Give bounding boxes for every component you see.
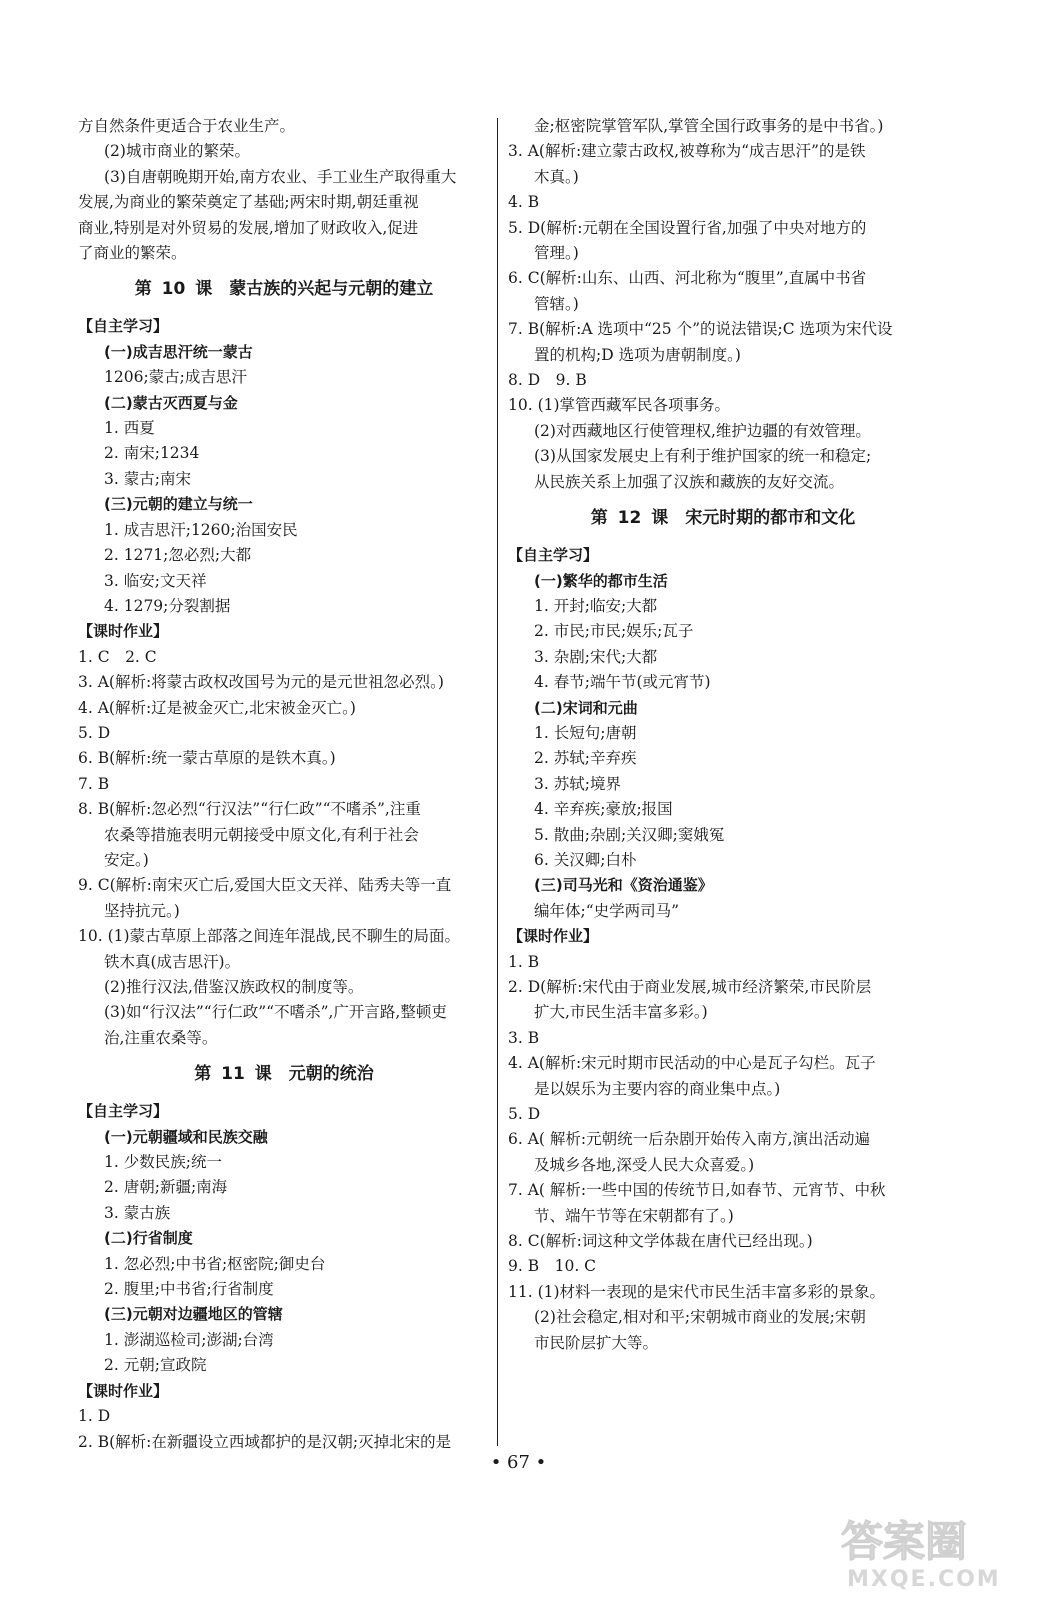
section-heading: 【课时作业】 xyxy=(508,927,599,946)
column-divider xyxy=(497,118,498,1446)
answer-line: 5. 散曲;杂剧;关汉卿;窦娥冤 xyxy=(534,825,725,844)
answer-line: 2. 市民;市民;娱乐;瓦子 xyxy=(534,622,694,641)
answer-line: 发展,为商业的繁荣奠定了基础;两宋时期,朝廷重视 xyxy=(78,193,419,212)
answer-line: 了商业的繁荣。 xyxy=(78,244,187,263)
answer-line: (2)社会稳定,相对和平;宋朝城市商业的发展;宋朝 xyxy=(534,1308,866,1327)
answer-line: 3. 杂剧;宋代;大都 xyxy=(534,647,658,666)
subsection-heading: (三)司马光和《资治通鉴》 xyxy=(534,876,713,895)
watermark-logo xyxy=(833,1512,1023,1592)
subsection-heading: (一)成吉思汗统一蒙古 xyxy=(104,342,253,361)
answer-line: 管辖。) xyxy=(534,294,579,313)
answer-line: 9. B 10. C xyxy=(508,1257,597,1276)
answer-line: 木真。) xyxy=(534,167,579,186)
subsection-heading: (三)元朝对边疆地区的管辖 xyxy=(104,1305,283,1324)
answer-line: 市民阶层扩大等。 xyxy=(534,1333,659,1352)
answer-line: 2. B(解析:在新疆设立西域都护的是汉朝;灭掉北宋的是 xyxy=(78,1432,452,1451)
section-heading: 【课时作业】 xyxy=(78,1381,169,1400)
answer-line: 2. D(解析:宋代由于商业发展,城市经济繁荣,市民阶层 xyxy=(508,978,872,996)
answer-line: 1. 西夏 xyxy=(104,419,155,438)
answer-line: 2. 1271;忽必烈;大都 xyxy=(104,546,252,565)
answer-line: 10. (1)蒙古草原上部落之间连年混战,民不聊生的局面。 xyxy=(78,927,460,946)
answer-line: (3)自唐朝晚期开始,南方农业、手工业生产取得重大 xyxy=(104,167,457,186)
section-heading: 【自主学习】 xyxy=(78,1102,169,1121)
answer-line: 1. 澎湖巡检司;澎湖;台湾 xyxy=(104,1330,274,1349)
answer-line: 7. A( 解析:一些中国的传统节日,如春节、元宵节、中秋 xyxy=(508,1181,886,1200)
answer-line: 2. 唐朝;新疆;南海 xyxy=(104,1178,228,1197)
section-heading: 【自主学习】 xyxy=(508,546,599,565)
answer-line: 11. (1)材料一表现的是宋代市民生活丰富多彩的景象。 xyxy=(508,1282,886,1301)
answer-line: 2. 苏轼;辛弃疾 xyxy=(534,749,637,768)
answer-line: 9. C(解析:南宋灭亡后,爱国大臣文天祥、陆秀夫等一直 xyxy=(78,876,452,895)
answer-line: 管理。) xyxy=(534,244,579,263)
subsection-heading: (三)元朝的建立与统一 xyxy=(104,495,253,514)
answer-line: 1. 开封;临安;大都 xyxy=(534,596,658,615)
answer-line: 2. 元朝;宣政院 xyxy=(104,1356,207,1375)
answer-line: 4. B xyxy=(508,193,540,212)
answer-line: 金;枢密院掌管军队,掌管全国行政事务的是中书省。) xyxy=(534,117,884,135)
answer-line: 置的机构;D 选项为唐朝制度。) xyxy=(534,345,741,364)
answer-line: 8. B(解析:忽必烈“行汉法”“行仁政”“不嗜杀”,注重 xyxy=(78,800,421,819)
answer-line: 1. 忽必烈;中书省;枢密院;御史台 xyxy=(104,1254,326,1273)
answer-line: 3. 蒙古族 xyxy=(104,1203,171,1222)
answer-line: 5. D(解析:元朝在全国设置行省,加强了中央对地方的 xyxy=(508,218,867,237)
answer-line: 2. 腹里;中书省;行省制度 xyxy=(104,1280,274,1299)
answer-line: 7. B(解析:A 选项中“25 个”的说法错误;C 选项为宋代设 xyxy=(508,320,893,339)
answer-line: 3. A(解析:建立蒙古政权,被尊称为“成吉思汗”的是铁 xyxy=(508,142,866,161)
section-heading: 【课时作业】 xyxy=(78,622,169,641)
answer-line: 1206;蒙古;成吉思汗 xyxy=(104,368,247,387)
answer-line: 8. D 9. B xyxy=(508,371,587,390)
answer-line: 安定。) xyxy=(104,850,149,869)
answer-line: 1. D xyxy=(78,1407,111,1426)
lesson-title: 第 10 课 蒙古族的兴起与元朝的建立 xyxy=(134,279,434,300)
answer-line: 6. 关汉卿;白朴 xyxy=(534,850,637,869)
answer-line: 4. 1279;分裂割据 xyxy=(104,596,231,615)
left-column xyxy=(78,114,490,1455)
answer-line: 3. 苏轼;境界 xyxy=(534,774,621,793)
subsection-heading: (二)宋词和元曲 xyxy=(534,698,638,717)
answer-line: 节、端午节等在宋朝都有了。) xyxy=(534,1206,734,1225)
answer-line: 1. C 2. C xyxy=(78,647,157,666)
answer-line: 7. B xyxy=(78,774,110,793)
answer-line: 6. A( 解析:元朝统一后杂剧开始传入南方,演出活动遍 xyxy=(508,1130,871,1149)
answer-line: 2. 南宋;1234 xyxy=(104,444,200,463)
subsection-heading: (二)行省制度 xyxy=(104,1229,193,1248)
subsection-heading: (一)繁华的都市生活 xyxy=(534,571,668,590)
answer-line: 8. C(解析:词这种文学体裁在唐代已经出现。) xyxy=(508,1232,813,1251)
answer-line: 方自然条件更适合于农业生产。 xyxy=(78,117,296,135)
answer-line: 3. B xyxy=(508,1028,540,1047)
answer-line: 4. A(解析:辽是被金灭亡,北宋被金灭亡。) xyxy=(78,698,356,717)
subsection-heading: (一)元朝疆域和民族交融 xyxy=(104,1127,268,1146)
answer-line: 4. A(解析:宋元时期市民活动的中心是瓦子勾栏。瓦子 xyxy=(508,1054,876,1073)
answer-line: 商业,特别是对外贸易的发展,增加了财政收入,促进 xyxy=(78,218,419,237)
answer-line: 5. D xyxy=(78,723,111,742)
answer-line: 从民族关系上加强了汉族和藏族的友好交流。 xyxy=(534,472,845,491)
answer-line: 4. 辛弃疾;豪放;报国 xyxy=(534,800,673,819)
subsection-heading: (二)蒙古灭西夏与金 xyxy=(104,393,238,412)
answer-line: 1. 少数民族;统一 xyxy=(104,1153,222,1172)
right-column xyxy=(508,114,938,1356)
answer-line: (2)城市商业的繁荣。 xyxy=(104,142,250,161)
answer-line: 及城乡各地,深受人民大众喜爱。) xyxy=(534,1155,755,1174)
watermark-text: 答案圈 xyxy=(841,1517,968,1566)
answer-line: 是以娱乐为主要内容的商业集中点。) xyxy=(534,1079,781,1098)
section-heading: 【自主学习】 xyxy=(78,317,169,336)
answer-line: 1. 长短句;唐朝 xyxy=(534,723,637,742)
answer-line: 铁木真(成吉思汗)。 xyxy=(104,952,241,971)
answer-line: (2)对西藏地区行使管理权,维护边疆的有效管理。 xyxy=(534,421,871,440)
answer-line: 10. (1)掌管西藏军民各项事务。 xyxy=(508,396,731,415)
answer-line: 农桑等措施表明元朝接受中原文化,有利于社会 xyxy=(104,825,419,844)
watermark-url: MXQE.COM xyxy=(847,1567,1001,1592)
answer-line: 1. B xyxy=(508,952,540,971)
answer-line: 3. 蒙古;南宋 xyxy=(104,469,191,488)
answer-line: 扩大,市民生活丰富多彩。) xyxy=(534,1003,708,1022)
answer-line: 3. 临安;文天祥 xyxy=(104,571,207,590)
answer-line: 4. 春节;端午节(或元宵节) xyxy=(534,673,711,692)
answer-line: 6. C(解析:山东、山西、河北称为“腹里”,直属中书省 xyxy=(508,269,867,288)
answer-line: 1. 成吉思汗;1260;治国安民 xyxy=(104,520,298,539)
lesson-title: 第 11 课 元朝的统治 xyxy=(194,1064,374,1085)
answer-line: 3. A(解析:将蒙古政权改国号为元的是元世祖忽必烈。) xyxy=(78,673,444,692)
answer-line: 6. B(解析:统一蒙古草原的是铁木真。) xyxy=(78,749,336,768)
page-number: • 67 • xyxy=(490,1452,547,1473)
answer-line: 治,注重农桑等。 xyxy=(104,1028,218,1047)
answer-line: 5. D xyxy=(508,1105,541,1124)
answer-line: (3)如“行汉法”“行仁政”“不嗜杀”,广开言路,整顿吏 xyxy=(104,1003,447,1022)
answer-line: 坚持抗元。) xyxy=(104,901,180,920)
answer-line: 编年体;“史学两司马” xyxy=(534,901,680,920)
answer-line: (2)推行汉法,借鉴汉族政权的制度等。 xyxy=(104,978,364,996)
answer-line: (3)从国家发展史上有利于维护国家的统一和稳定; xyxy=(534,447,872,466)
lesson-title: 第 12 课 宋元时期的都市和文化 xyxy=(590,508,856,529)
